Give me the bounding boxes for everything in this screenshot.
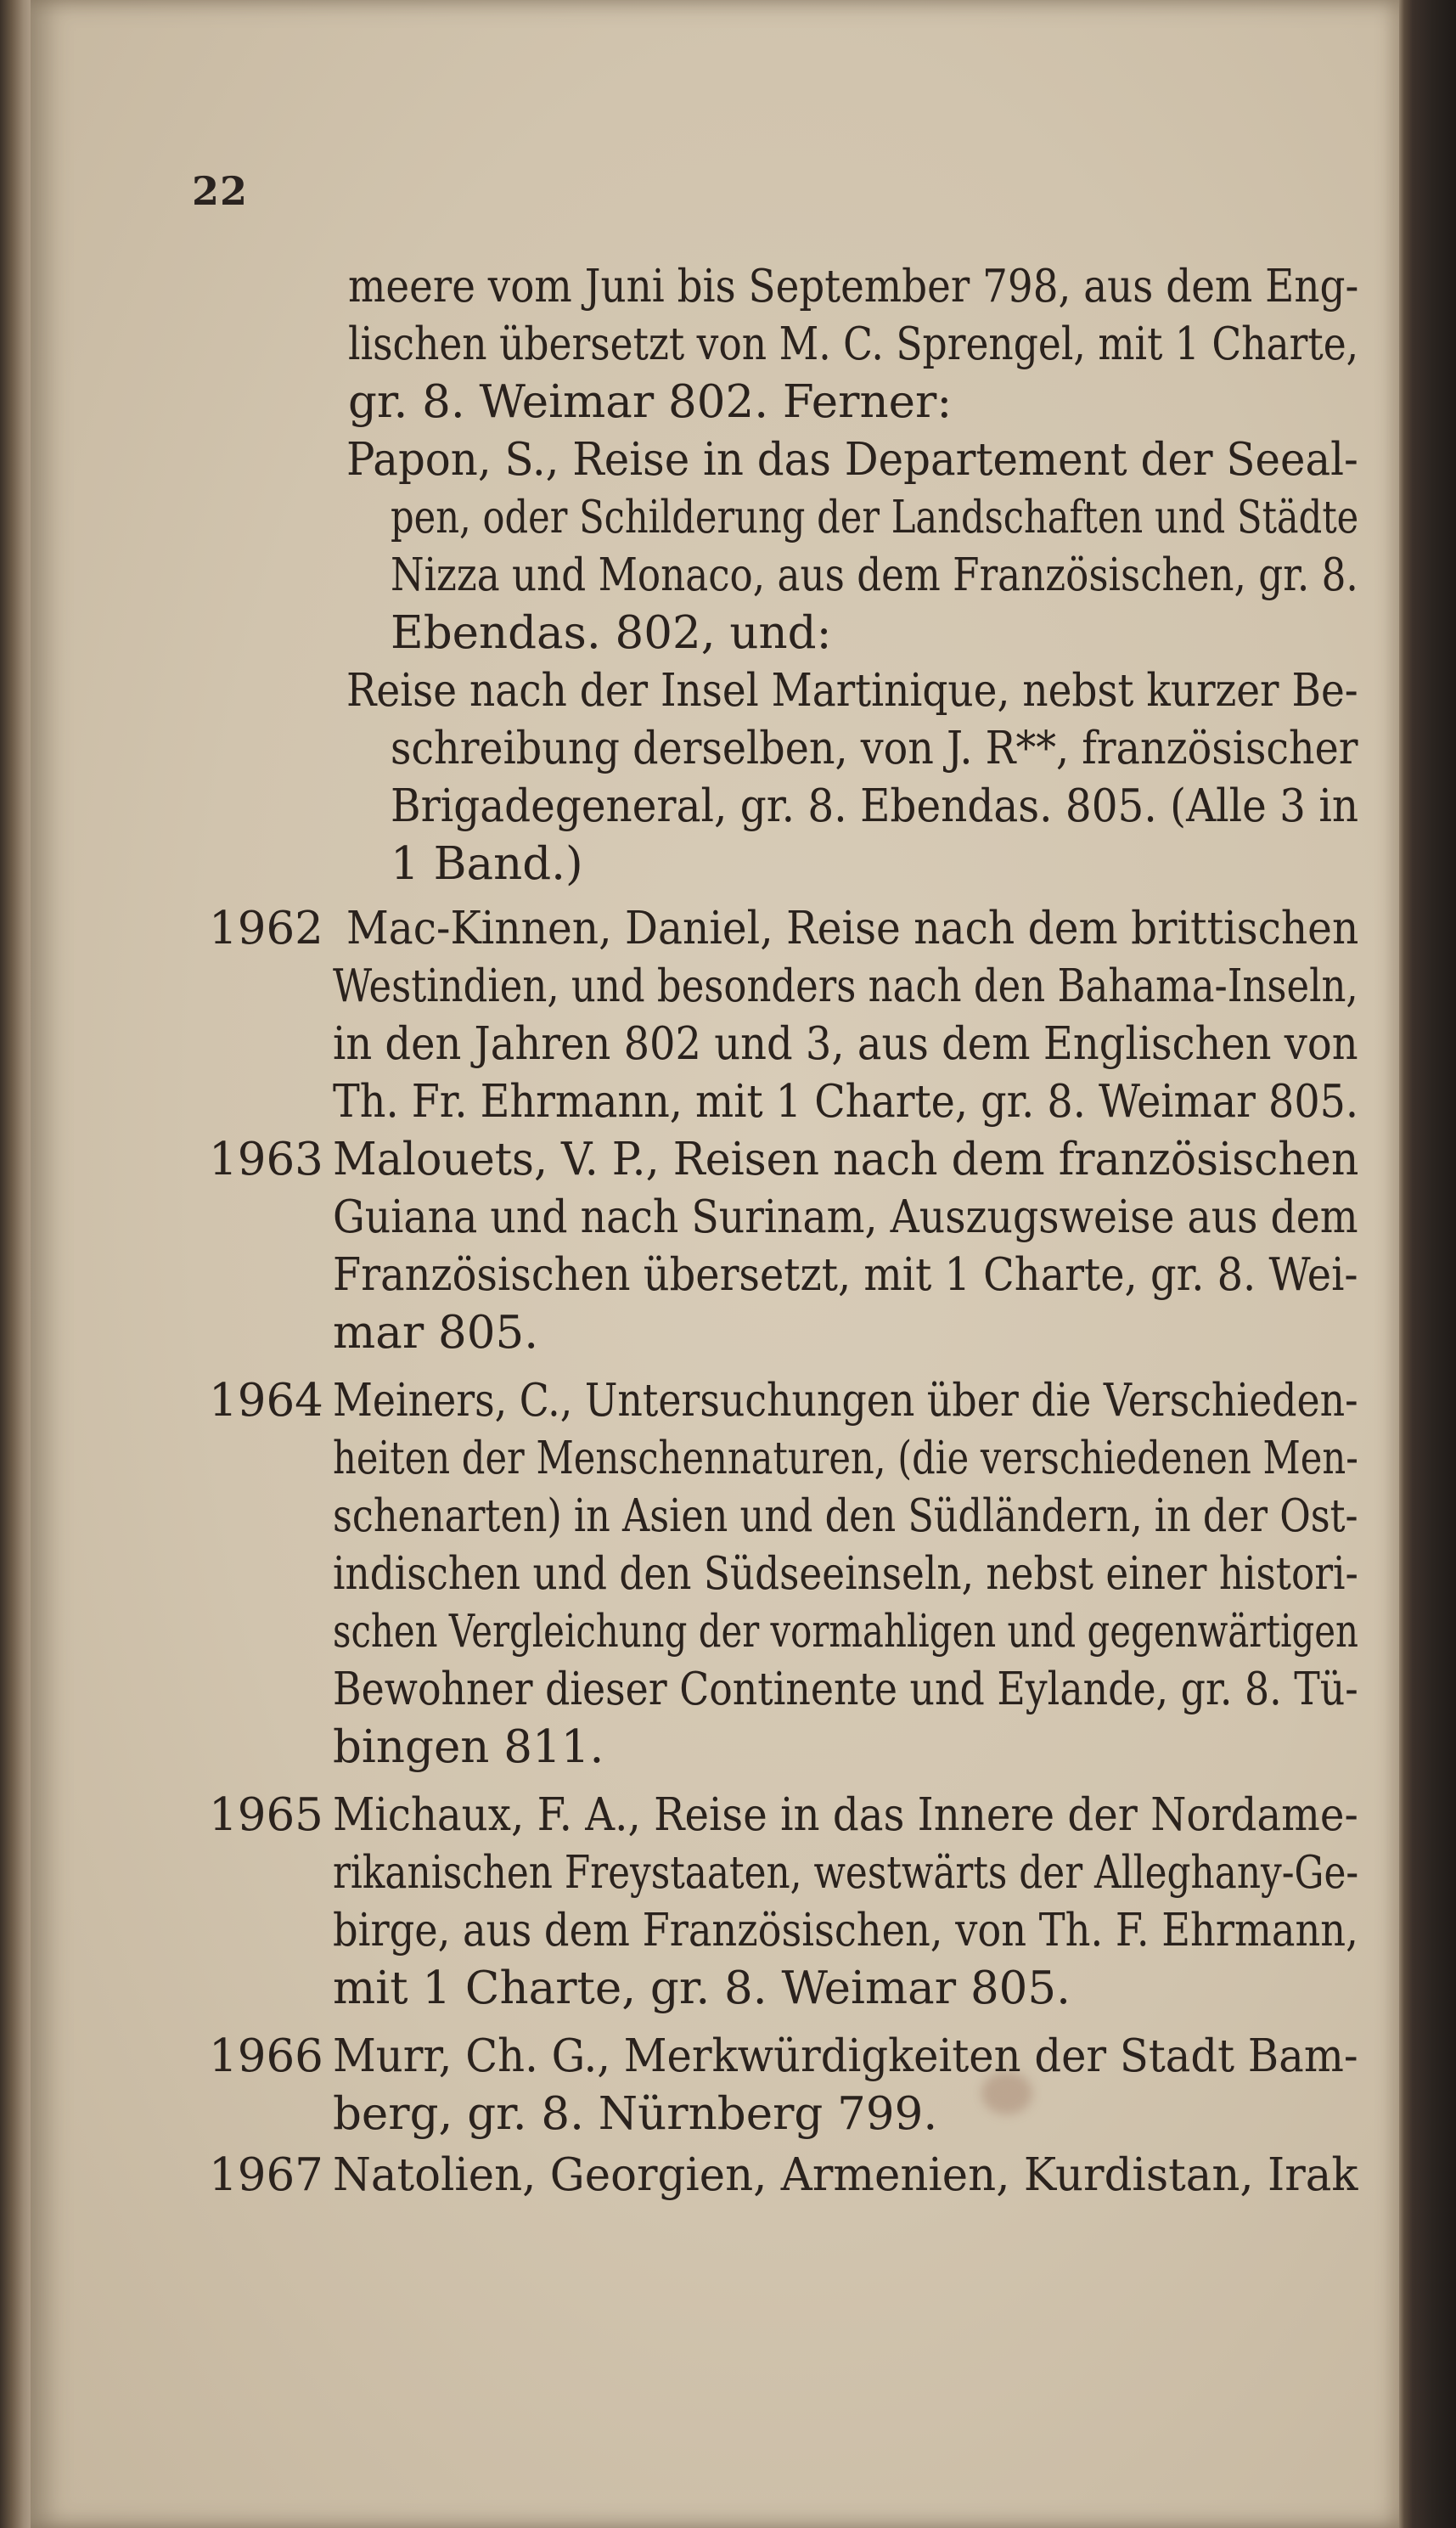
text-line: schen Vergleichung der vormahligen und gegenwärtigen	[333, 1606, 1359, 1658]
text-line: Murr, Ch. G., Merkwürdigkeiten der Stadt Bam-	[333, 2030, 1358, 2082]
text-line: pen, oder Schilderung der Landschaften und Städte	[391, 492, 1359, 543]
text-line: Mac-Kinnen, Daniel, Reise nach dem brittischen	[346, 903, 1359, 954]
text-line: Nizza und Monaco, aus dem Französischen, gr. 8.	[391, 549, 1358, 601]
text-line: Reise nach der Insel Martinique, nebst kurzer Be-	[346, 665, 1358, 717]
text-line: Guiana und nach Surinam, Auszugsweise aus dem	[333, 1191, 1358, 1243]
text-line: Meiners, C., Untersuchungen über die Verschieden-	[333, 1375, 1358, 1427]
entry-number: 1963	[209, 1134, 323, 1185]
entry-number: 1966	[209, 2030, 323, 2082]
text-line: berg, gr. 8. Nürnberg 799.	[333, 2088, 938, 2140]
text-line: bingen 811.	[333, 1721, 604, 1773]
text-line: rikanischen Freystaaten, westwärts der Alleghany-Ge-	[333, 1847, 1359, 1899]
page-edge-shadow	[1399, 0, 1456, 2528]
text-line: Malouets, V. P., Reisen nach dem französischen	[333, 1134, 1359, 1185]
text-line: mar 805.	[333, 1307, 539, 1359]
text-line: Brigadegeneral, gr. 8. Ebendas. 805. (Alle 3 in	[391, 780, 1359, 832]
page-number: 22	[192, 168, 249, 214]
text-line: Ebendas. 802, und:	[391, 607, 832, 659]
entry-number: 1965	[209, 1789, 323, 1841]
text-line: schreibung derselben, von J. R**, französischer	[391, 723, 1358, 774]
text-line: heiten der Menschennaturen, (die verschiedenen Men-	[333, 1433, 1358, 1484]
text-line: indischen und den Südseeinseln, nebst einer histori-	[333, 1548, 1358, 1600]
text-line: Th. Fr. Ehrmann, mit 1 Charte, gr. 8. Weimar 805.	[333, 1076, 1359, 1128]
text-line: mit 1 Charte, gr. 8. Weimar 805.	[333, 1962, 1071, 2014]
text-line: Papon, S., Reise in das Departement der Seeal-	[346, 434, 1358, 486]
text-line: Französischen übersetzt, mit 1 Charte, gr. 8. Wei-	[333, 1249, 1358, 1301]
text-line: Westindien, und besonders nach den Bahama-Inseln,	[333, 960, 1358, 1012]
text-line: Bewohner dieser Continente und Eylande, gr. 8. Tü-	[333, 1664, 1358, 1715]
text-line: lischen übersetzt von M. C. Sprengel, mit 1 Charte,	[348, 318, 1359, 370]
text-line: birge, aus dem Französischen, von Th. F. Ehrmann,	[333, 1905, 1358, 1957]
text-line: meere vom Juni bis September 798, aus dem Eng-	[348, 261, 1359, 312]
entry-number: 1967	[209, 2149, 323, 2201]
text-line: in den Jahren 802 und 3, aus dem Englischen von	[333, 1018, 1358, 1070]
entry-number: 1964	[209, 1375, 323, 1427]
text-line: 1 Band.)	[391, 838, 583, 890]
text-line: Natolien, Georgien, Armenien, Kurdistan, Irak	[333, 2149, 1358, 2201]
text-line: gr. 8. Weimar 802. Ferner:	[348, 376, 953, 428]
text-line: Michaux, F. A., Reise in das Innere der Nordame-	[333, 1789, 1358, 1841]
text-line: schenarten) in Asien und den Südländern, in der Ost-	[333, 1490, 1358, 1542]
entry-number: 1962	[209, 903, 323, 954]
